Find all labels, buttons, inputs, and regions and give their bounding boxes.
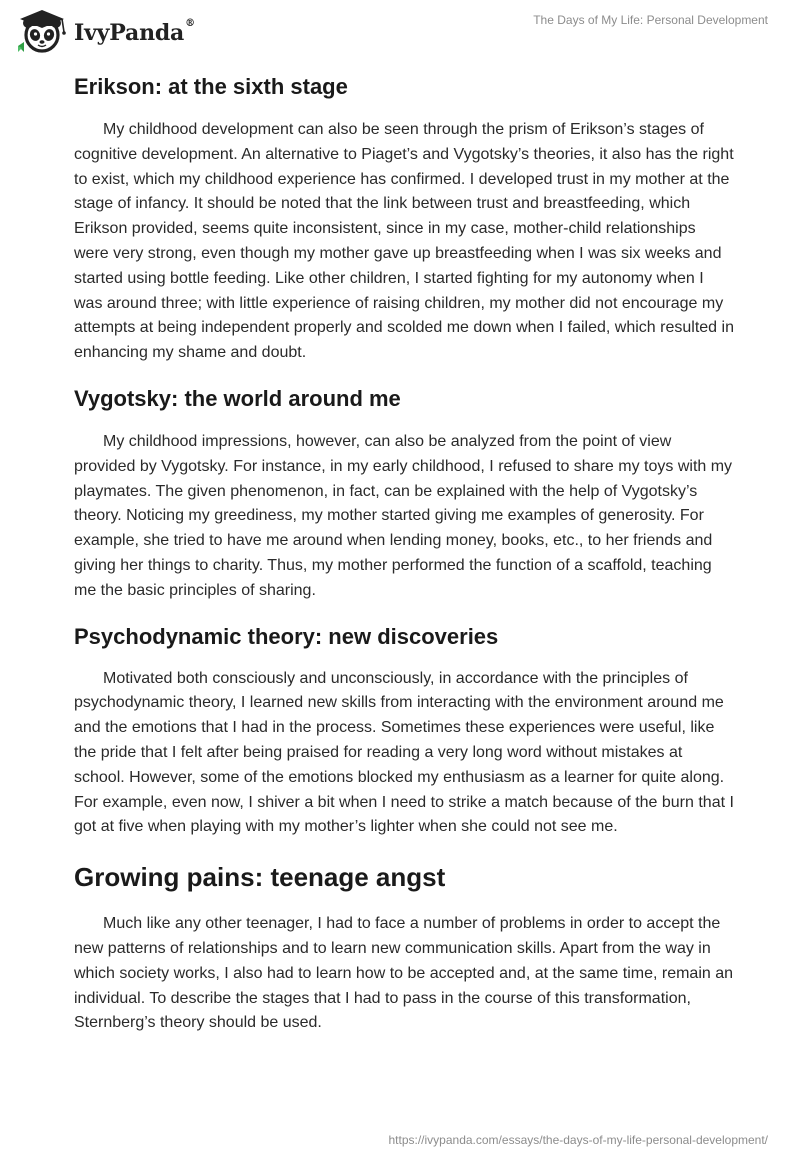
brand-logo[interactable]: [14, 8, 195, 54]
article-body: [74, 72, 734, 1036]
document-title: The Days of My Life: Personal Development: [533, 13, 768, 27]
section-paragraph-erikson: My childhood development can also be seen through the prism of Erikson’s stages of cognitive development. An alternative to Piaget’s and Vygotsky’s theories, it also has the right to exist, which my childhood experience has confirmed. I developed trust in my mother at the stage of infancy. It should be noted that the link between trust and breastfeeding, which Erikson provided, seems quite inconsistent, since in my case, mother-child relationships were very strong, even though my mother gave up breastfeeding when I was six weeks and started using bottle feeding. Like other children, I started fighting for my autonomy when I was around three; with little experience of raising children, my mother did not encourage my attempts at being independent properly and scolded me down when I failed, which resulted in enhancing my shame and doubt.: [74, 121, 734, 362]
section-paragraph-vygotsky: My childhood impressions, however, can also be analyzed from the point of view provided by Vygotsky. For instance, in my early childhood, I refused to share my toys with my playmates. The given phenomenon, in fact, can be explained with the help of Vygotsky’s theory. Noticing my greediness, my mother started giving me examples of generosity. For example, she tried to have me around when lending money, books, etc., to her friends and giving her things to charity. Thus, my mother performed the function of a scaffold, teaching me the basic principles of sharing.: [74, 432, 733, 599]
page-header: [0, 0, 800, 62]
source-url-link[interactable]: https://ivypanda.com/essays/the-days-of-my-life-personal-development/: [388, 1133, 768, 1147]
section-heading-erikson: Erikson: at the sixth stage: [74, 74, 348, 99]
section-heading-vygotsky: Vygotsky: the world around me: [74, 385, 401, 411]
brand-name: IvyPanda®: [74, 18, 195, 46]
registered-mark: ®: [185, 18, 195, 29]
section-heading-growing-pains: Growing pains: teenage angst: [74, 862, 446, 893]
section-paragraph-psychodynamic: Motivated both consciously and unconsciously, in accordance with the principles of psychodynamic theory, I learned new skills from interacting with the environment around me and the emotions that I had in the process. Sometimes these experiences were useful, like the pride that I felt after being praised for reading a very long word without mistakes at school. However, some of the emotions blocked my enthusiasm as a learner for quite along. For example, even now, I shiver a bit when I need to strike a match because of the burn that I got at five when playing with my mother’s lighter when she could not see me.: [74, 669, 734, 836]
section-heading-psychodynamic: Psychodynamic theory: new discoveries: [74, 623, 499, 649]
section-paragraph-growing-pains: Much like any other teenager, I had to face a number of problems in order to accept the new patterns of relationships and to learn new communication skills. Apart from the way in which society works, I also had to learn how to be accepted and, at the same time, remain an individual. To describe the stages that I had to pass in the course of this transformation, Sternberg’s theory should be used.: [74, 915, 734, 1032]
panda-graduation-cap-icon: [14, 8, 70, 54]
